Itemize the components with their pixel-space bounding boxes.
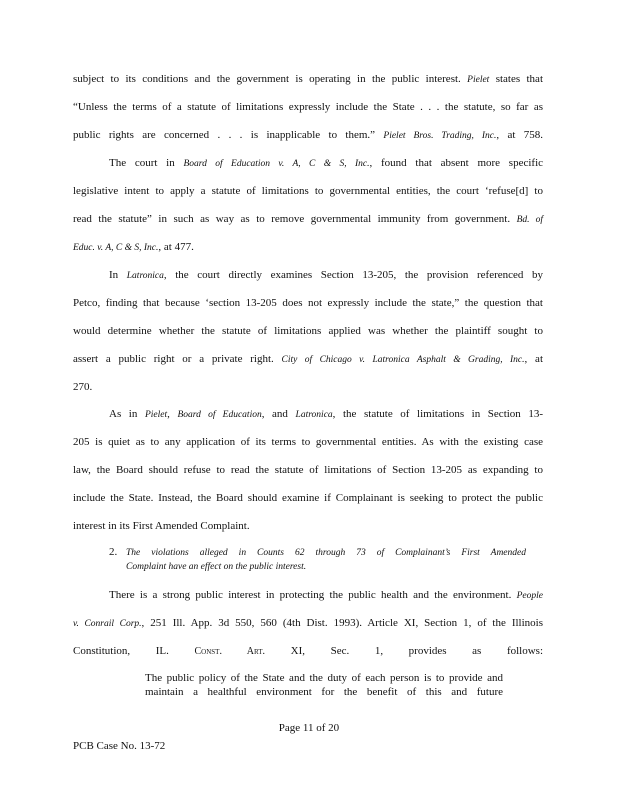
p3-line-4 [73, 352, 543, 367]
text: public rights are concerned . . . is inapplicable to them.” [73, 129, 376, 141]
section-heading-line-2: Complaint have an effect on the public interest. [126, 562, 307, 572]
block-quote-line-1: The public policy of the State and the duty of each person is to provide and [145, 672, 503, 684]
text: , the statute of limitations in Section 13- [332, 408, 544, 420]
text: , 251 Ill. App. 3d 550, 560 (4th Dist. 1993). Article XI, Section 1, of the Illinois [141, 617, 544, 629]
case-citation: Educ. v. A, C & S, Inc. [73, 243, 159, 253]
text: , the court directly examines Section 13-205, the provision referenced by [163, 269, 544, 281]
p4-line-1 [109, 407, 543, 422]
p3-line-1 [109, 268, 543, 283]
p4-line-3: law, the Board should refuse to read the statute of limitations of Section 13-205 as expanding to [73, 464, 543, 476]
p1-line-2: “Unless the terms of a statute of limitations expressly include the State . . . the statute, so far as [73, 101, 543, 113]
text: XI, Sec. 1, provides as follows: [290, 645, 544, 657]
p1-line-1 [73, 72, 543, 87]
case-citation: Bd. of [516, 215, 543, 225]
p5-line-3 [73, 644, 543, 659]
text: states that [495, 73, 543, 85]
p5-line-1 [109, 588, 543, 603]
text: As in [109, 408, 138, 420]
p2-line-1 [109, 156, 543, 171]
case-citation: People [516, 591, 544, 601]
case-citation: City of Chicago v. Latronica Asphalt & Grading, Inc. [281, 355, 525, 365]
case-citation: Latronica [295, 410, 333, 420]
p3-line-5: 270. [73, 381, 93, 393]
case-citation: Board of Education v. A, C & S, Inc. [183, 159, 370, 169]
text: , [167, 408, 170, 420]
case-number: PCB Case No. 13-72 [73, 740, 166, 752]
p2-line-3 [73, 212, 543, 227]
case-citation: Pielet [144, 410, 168, 420]
text: , at 758. [496, 129, 543, 141]
p2-line-4 [73, 240, 543, 255]
text: subject to its conditions and the government is operating in the public interest. [73, 73, 461, 85]
text: , at [524, 353, 543, 365]
p3-line-3: would determine whether the statute of limitations applied was whether the plaintiff sought to [73, 325, 543, 337]
p5-line-2 [73, 616, 543, 631]
text: In [109, 269, 119, 281]
p4-line-5: interest in its First Amended Complaint. [73, 520, 250, 532]
p4-line-2: 205 is quiet as to any application of its terms to governmental entities. As with the existing case [73, 436, 543, 448]
constitution-citation: Const. Art. [194, 646, 266, 657]
text: There is a strong public interest in protecting the public health and the environment. [109, 589, 512, 601]
case-citation: v. Conrail Corp. [73, 619, 142, 629]
case-citation: Pielet [467, 75, 490, 85]
text: read the statute” in such as way as to remove governmental immunity from government. [73, 213, 511, 225]
text: , at 477. [158, 241, 194, 253]
text: , and [261, 408, 288, 420]
p4-line-4: include the State. Instead, the Board should examine if Complainant is seeking to protect the public [73, 492, 543, 504]
section-heading-line-1: The violations alleged in Counts 62 through 73 of Complainant’s First Amended [126, 548, 526, 558]
section-number: 2. [109, 546, 118, 558]
p3-line-2: Petco, finding that because ‘section 13-205 does not expressly include the state,” the question that [73, 297, 543, 309]
text: assert a public right or a private right. [73, 353, 274, 365]
text: The court in [109, 157, 175, 169]
block-quote-line-2: maintain a healthful environment for the benefit of this and future [145, 686, 503, 698]
case-citation: Board of Education [177, 410, 262, 420]
case-citation: Latronica [126, 271, 164, 281]
text: Constitution, IL. [73, 645, 169, 657]
p1-line-3 [73, 128, 543, 143]
p2-line-2: legislative intent to apply a statute of limitations to governmental entities, the court ‘refuse[d] to [73, 185, 543, 197]
text: , found that absent more specific [369, 157, 544, 169]
case-citation: Pielet Bros. Trading, Inc. [383, 131, 497, 141]
page-number: Page 11 of 20 [278, 722, 340, 734]
